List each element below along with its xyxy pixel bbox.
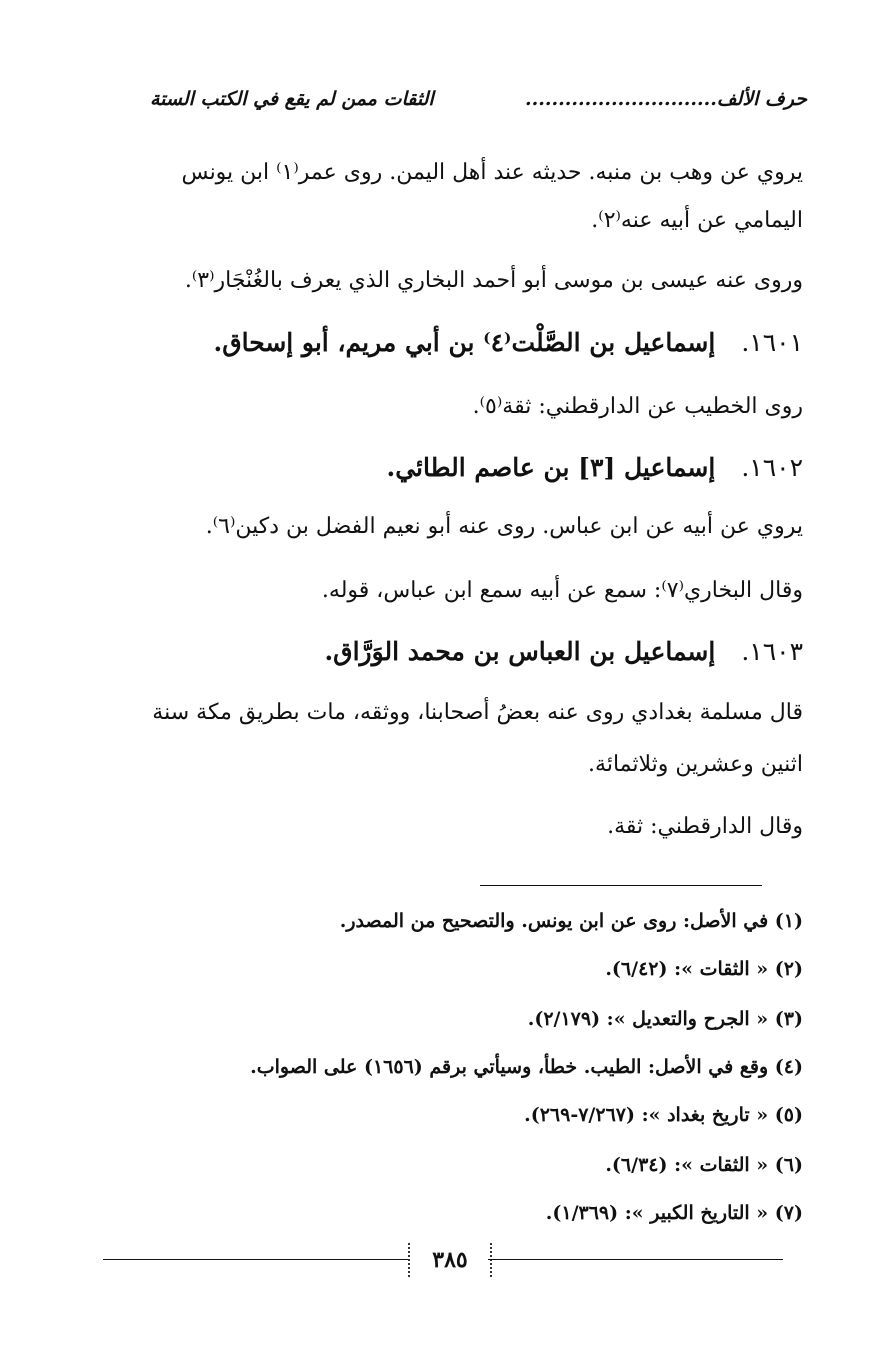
footnote: (١) في الأصل: روى عن ابن يونس. والتصحيح من المصدر. (339, 910, 803, 932)
entry-heading (213, 327, 803, 359)
footnote: (٧) « التاريخ الكبير »: (١/٣٦٩). (545, 1202, 803, 1224)
entry-text: وقال البخاري⁽٧⁾: سمع عن أبيه سمع ابن عباس، قوله. (321, 578, 803, 603)
page-number: ٣٨٥ (408, 1243, 492, 1277)
entry-heading (386, 452, 803, 484)
body-line: يروي عن وهب بن منبه. حديثه عند أهل اليمن. روى عمر⁽١⁾ ابن يونس (181, 160, 803, 185)
header-dots: ............................. (525, 88, 717, 110)
header-chapter (525, 88, 807, 110)
entry-number: ١٦٠٣. (741, 637, 803, 666)
footer-rule (488, 1259, 783, 1260)
entry-text: قال مسلمة بغدادي روى عنه بعضُ أصحابنا، ووثقه، مات بطريق مكة سنة (152, 700, 803, 725)
entry-text: يروي عن أبيه عن ابن عباس. روى عنه أبو نعيم الفضل بن دكين⁽٦⁾. (205, 514, 803, 539)
entry-text: روى الخطيب عن الدارقطني: ثقة⁽٥⁾. (472, 394, 803, 419)
footnote: (٤) وقع في الأصل: الطيب. خطأ، وسيأتي برقم (١٦٥٦) على الصواب. (250, 1056, 803, 1078)
header-book-title: الثقات ممن لم يقع في الكتب الستة (150, 88, 434, 110)
entry-name: إسماعيل [٣] بن عاصم الطائي. (386, 453, 716, 482)
body-line: اليمامي عن أبيه عنه⁽٢⁾. (591, 208, 803, 233)
footnote: (٥) « تاريخ بغداد »: (٧/٢٦٧-٢٦٩). (524, 1104, 803, 1126)
entry-number: ١٦٠١. (741, 328, 803, 357)
entry-name: إسماعيل بن العباس بن محمد الوَرَّاق. (324, 637, 716, 666)
footnote: (٣) « الجرح والتعديل »: (٢/١٧٩). (527, 1008, 803, 1030)
footnote: (٢) « الثقات »: (٦/٤٢). (605, 958, 803, 980)
entry-number: ١٦٠٢. (741, 453, 803, 482)
body-line: وروى عنه عيسى بن موسى أبو أحمد البخاري الذي يعرف بالغُنْجَار⁽٣⁾. (184, 268, 803, 293)
footnote-separator (480, 885, 762, 886)
footnote: (٦) « الثقات »: (٦/٣٤). (605, 1154, 803, 1176)
entry-text: وقال الدارقطني: ثقة. (607, 814, 803, 839)
header-chapter-title: حرف الألف (716, 88, 807, 110)
entry-heading (324, 636, 803, 668)
entry-text: اثنين وعشرين وثلاثمائة. (588, 752, 803, 777)
entry-name: إسماعيل بن الصَّلْت⁽٤⁾ بن أبي مريم، أبو إسحاق. (213, 328, 716, 357)
footer-rule (103, 1259, 408, 1260)
running-header (150, 88, 807, 120)
